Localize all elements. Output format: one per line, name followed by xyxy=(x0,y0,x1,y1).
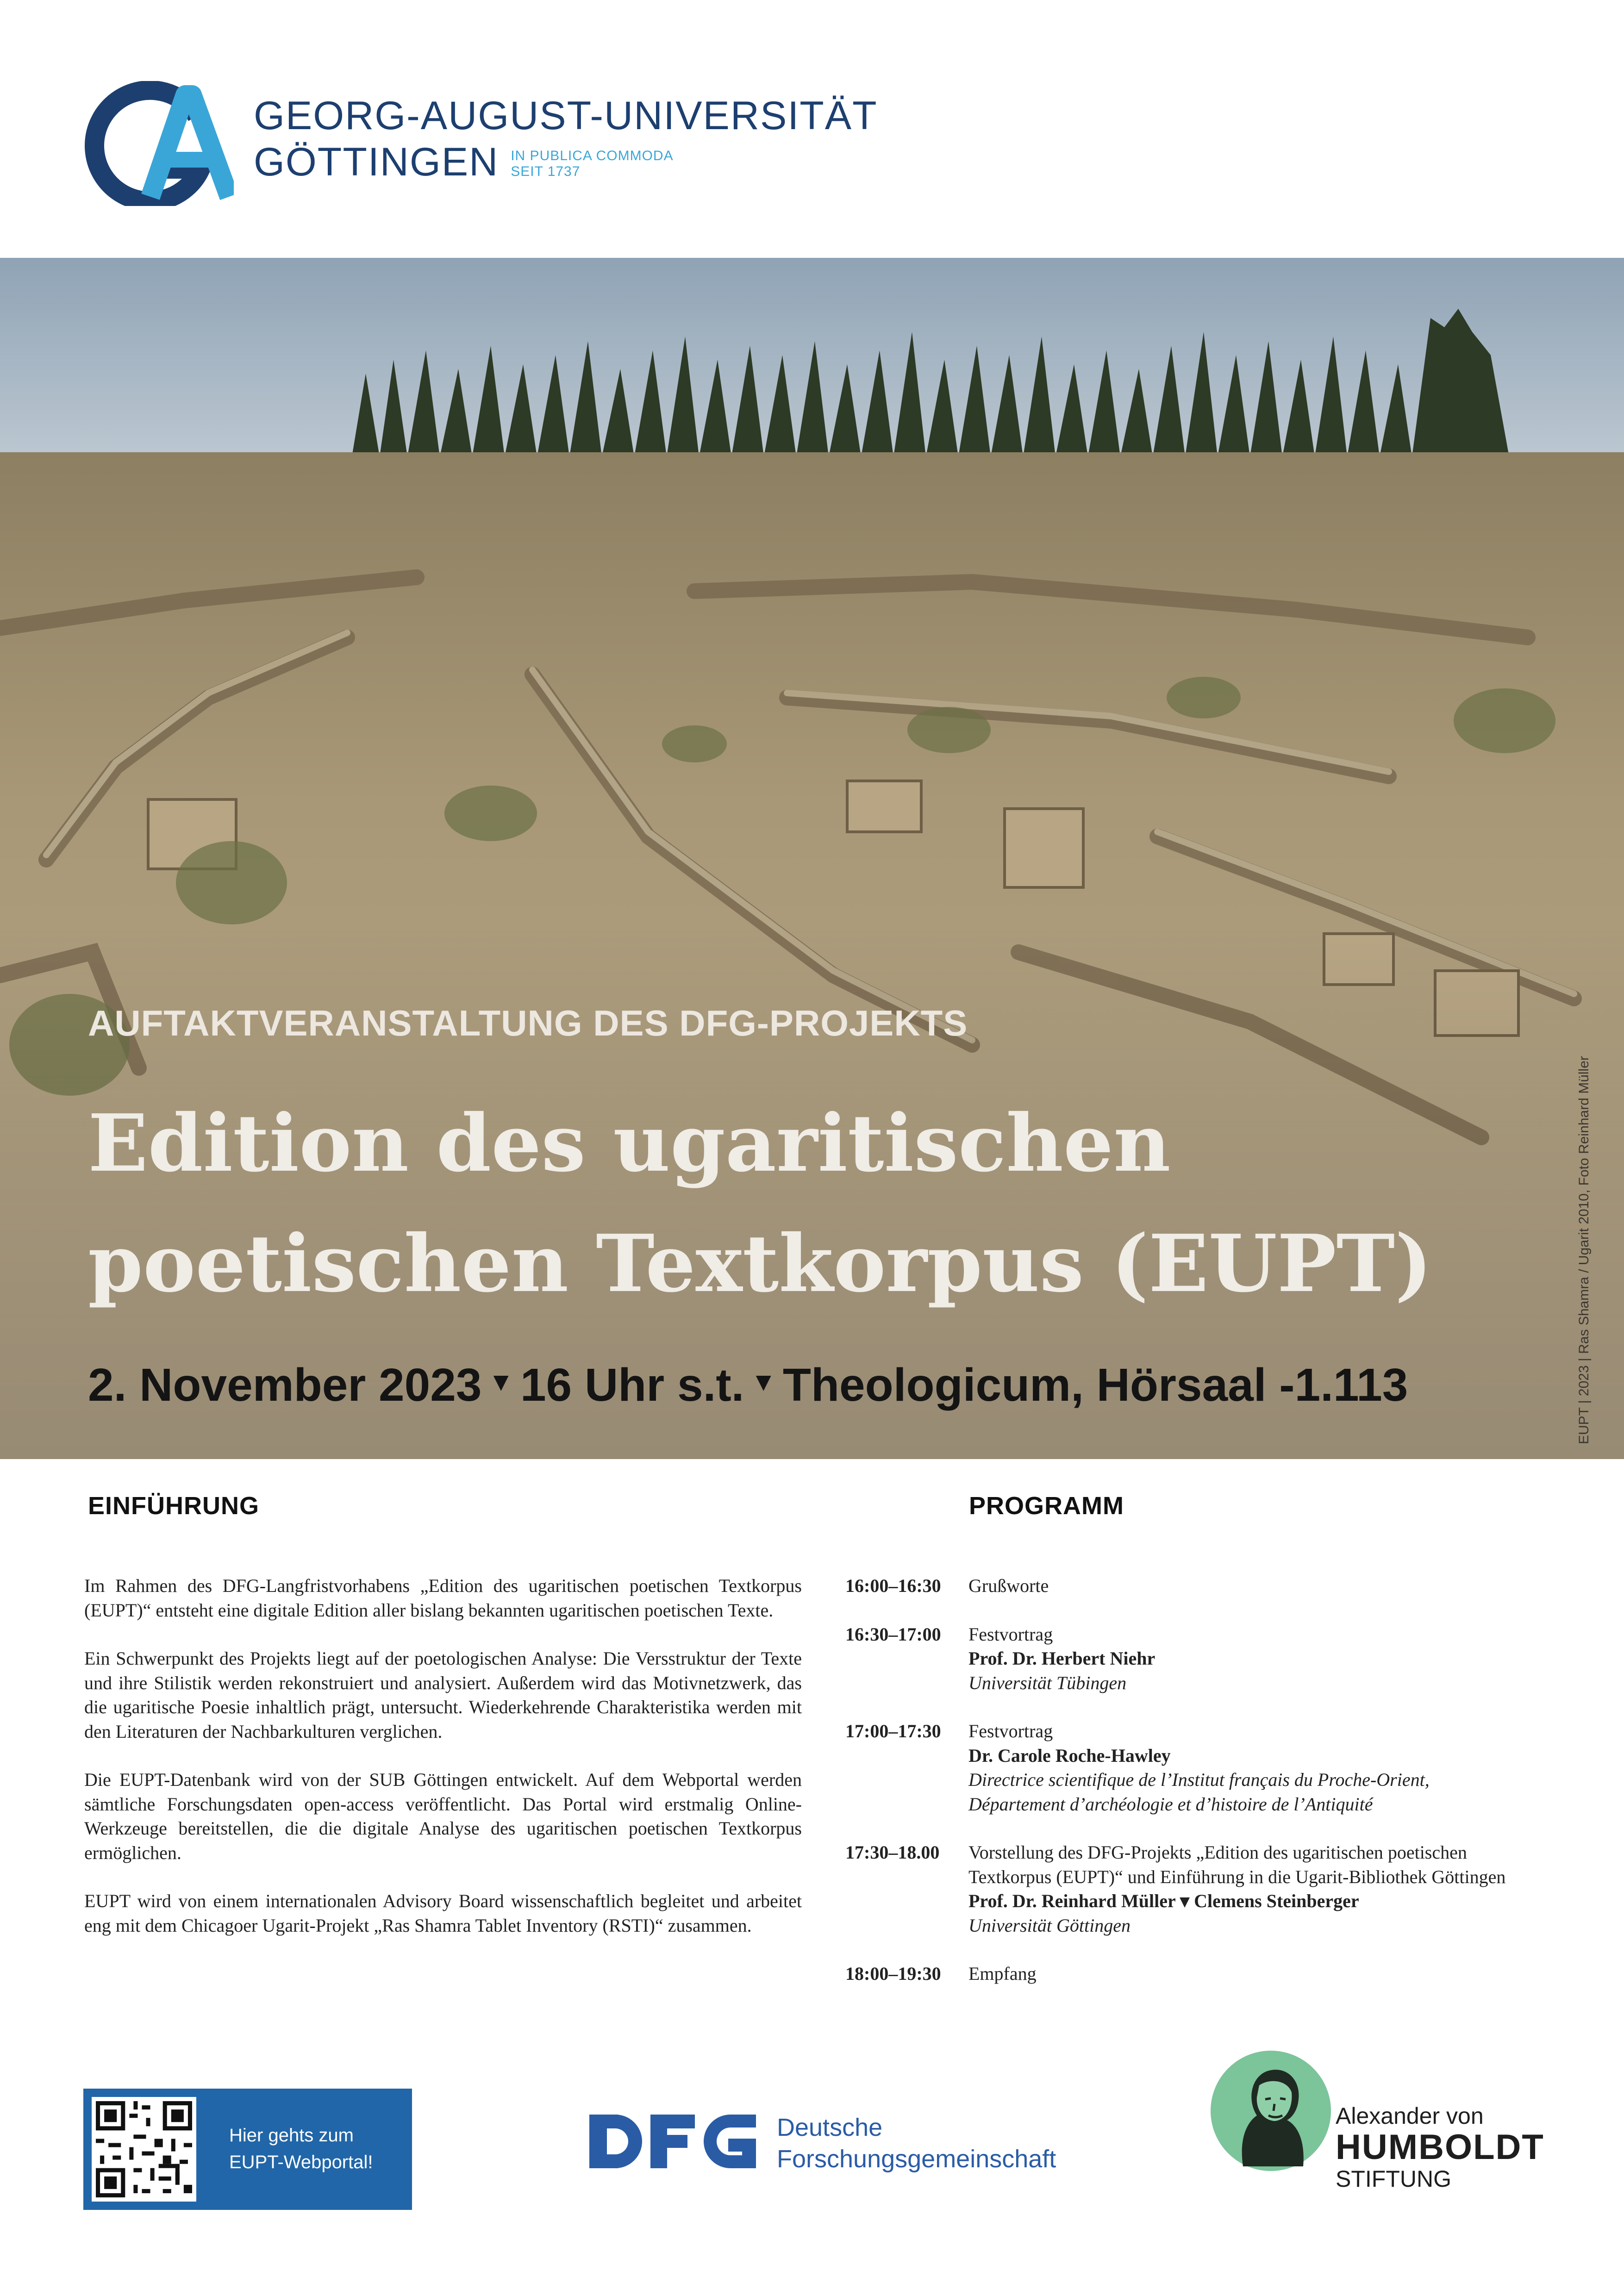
qr-code-icon xyxy=(92,2097,196,2202)
webportal-link-box[interactable] xyxy=(83,2089,412,2210)
intro-paragraph: Ein Schwerpunkt des Projekts liegt auf der poetologischen Analyse: Die Versstruktur der Texte und ihre Stilistik werden rekonstruiert und analysiert. Außerdem wird das Motivnetzwerk, das die ugaritische Poesie inhaltlich prägt, untersucht. Wiederkehrende Charakteristika werden mit den Literaturen der Nachbarkulturen verglichen. xyxy=(84,1648,802,1742)
program-title: Empfang xyxy=(968,1963,1037,1984)
qr-text-line-1: Hier gehts zum xyxy=(229,2125,354,2146)
webportal-link-text[interactable] xyxy=(229,2122,373,2176)
program-time: 18:00–19:30 xyxy=(845,1963,941,1984)
university-motto xyxy=(511,148,673,180)
program-item xyxy=(845,1841,1540,1938)
program-item xyxy=(845,1962,1540,1986)
intro-paragraph: EUPT wird von einem internationalen Advisory Board wissenschaftlich begleitet und arbeitet eng mit dem Chicagoer Ugarit-Projekt „Ras Shamra Tablet Inventory (RSTI)“ zusammen. xyxy=(84,1890,802,1936)
qr-text-line-2: EUPT-Webportal! xyxy=(229,2152,373,2172)
intro-paragraph: Im Rahmen des DFG-Langfristvorhabens „Edition des ugaritischen poetischen Textkorpus (EUPT)“ entsteht eine digitale Edition aller bislang bekannten ugaritischen poetischen Texte. xyxy=(84,1575,802,1621)
university-line-2: GÖTTINGEN xyxy=(254,140,499,184)
humboldt-name xyxy=(1336,2103,1544,2192)
program-affiliation: Universität Göttingen xyxy=(968,1915,1131,1936)
avh-line-2: HUMBOLDT xyxy=(1336,2128,1544,2167)
qr-code[interactable] xyxy=(92,2097,196,2202)
program-list xyxy=(845,1574,1540,2010)
separator-icon: ▼ xyxy=(750,1367,776,1396)
program-title: Festvortrag xyxy=(968,1721,1053,1741)
event-venue: Theologicum, Hörsaal -1.113 xyxy=(782,1359,1408,1411)
dfg-logo xyxy=(589,2115,761,2168)
intro-heading: EINFÜHRUNG xyxy=(88,1492,259,1520)
university-logo xyxy=(81,81,234,206)
program-title: Vorstellung des DFG-Projekts „Edition des ugaritischen poetischen Textkorpus (EUPT)“ und Einführung in die Ugarit-Bibliothek Göttingen xyxy=(968,1842,1506,1887)
avh-line-3: STIFTUNG xyxy=(1336,2166,1451,2192)
program-time: 16:30–17:00 xyxy=(845,1623,941,1645)
program-time: 17:30–18.00 xyxy=(845,1842,940,1863)
intro-text xyxy=(84,1574,802,1962)
program-item xyxy=(845,1719,1540,1816)
program-item xyxy=(845,1574,1540,1598)
event-title-line-2: poetischen Textkorpus (EUPT) xyxy=(88,1217,1432,1310)
dfg-name xyxy=(777,2112,1056,2175)
program-affiliation: Département d’archéologie et d’histoire de l’Antiquité xyxy=(968,1793,1373,1815)
dfg-line-2: Forschungsgemeinschaft xyxy=(777,2145,1056,2173)
motto-line-2: SEIT 1737 xyxy=(511,164,581,179)
program-item xyxy=(845,1622,1540,1696)
program-time: 17:00–17:30 xyxy=(845,1721,941,1741)
event-kicker: AUFTAKTVERANSTALTUNG DES DFG-PROJEKTS xyxy=(88,1003,968,1043)
humboldt-portrait-logo xyxy=(1211,2051,1331,2171)
event-title xyxy=(88,1083,1432,1324)
avh-line-1: Alexander von xyxy=(1336,2103,1484,2129)
event-time: 16 Uhr s.t. xyxy=(520,1359,744,1411)
event-details xyxy=(88,1359,1408,1412)
program-affiliation: Universität Tübingen xyxy=(968,1672,1127,1693)
motto-line-1: IN PUBLICA COMMODA xyxy=(511,148,674,163)
program-speaker: Prof. Dr. Herbert Niehr xyxy=(968,1648,1156,1669)
university-line-1: GEORG-AUGUST-UNIVERSITÄT xyxy=(254,94,878,138)
intro-paragraph: Die EUPT-Datenbank wird von der SUB Göttingen entwickelt. Auf dem Webportal werden sämtliche Forschungsdaten open-access veröffentlicht. Das Portal wird erstmalig Online-Werkzeuge bereitstellen, die die digitale Analyse des ugaritischen poetischen Textkorpus ermöglichen. xyxy=(84,1769,802,1863)
program-affiliation: Directrice scientifique de l’Institut français du Proche-Orient, xyxy=(968,1769,1430,1790)
university-name xyxy=(254,93,878,185)
program-speaker: Dr. Carole Roche-Hawley xyxy=(968,1745,1171,1766)
program-title: Grußworte xyxy=(968,1575,1049,1596)
program-time: 16:00–16:30 xyxy=(845,1575,941,1596)
photo-credit: EUPT | 2023 | Ras Shamra / Ugarit 2010, Foto Reinhard Müller xyxy=(1576,1056,1592,1444)
program-speaker: Prof. Dr. Reinhard Müller ▾ Clemens Steinberger xyxy=(968,1890,1359,1911)
separator-icon: ▼ xyxy=(488,1367,514,1396)
event-date: 2. November 2023 xyxy=(88,1359,482,1411)
event-title-line-1: Edition des ugaritischen xyxy=(88,1097,1171,1190)
program-heading: PROGRAMM xyxy=(969,1492,1124,1520)
program-title: Festvortrag xyxy=(968,1623,1053,1645)
dfg-line-1: Deutsche xyxy=(777,2114,883,2141)
